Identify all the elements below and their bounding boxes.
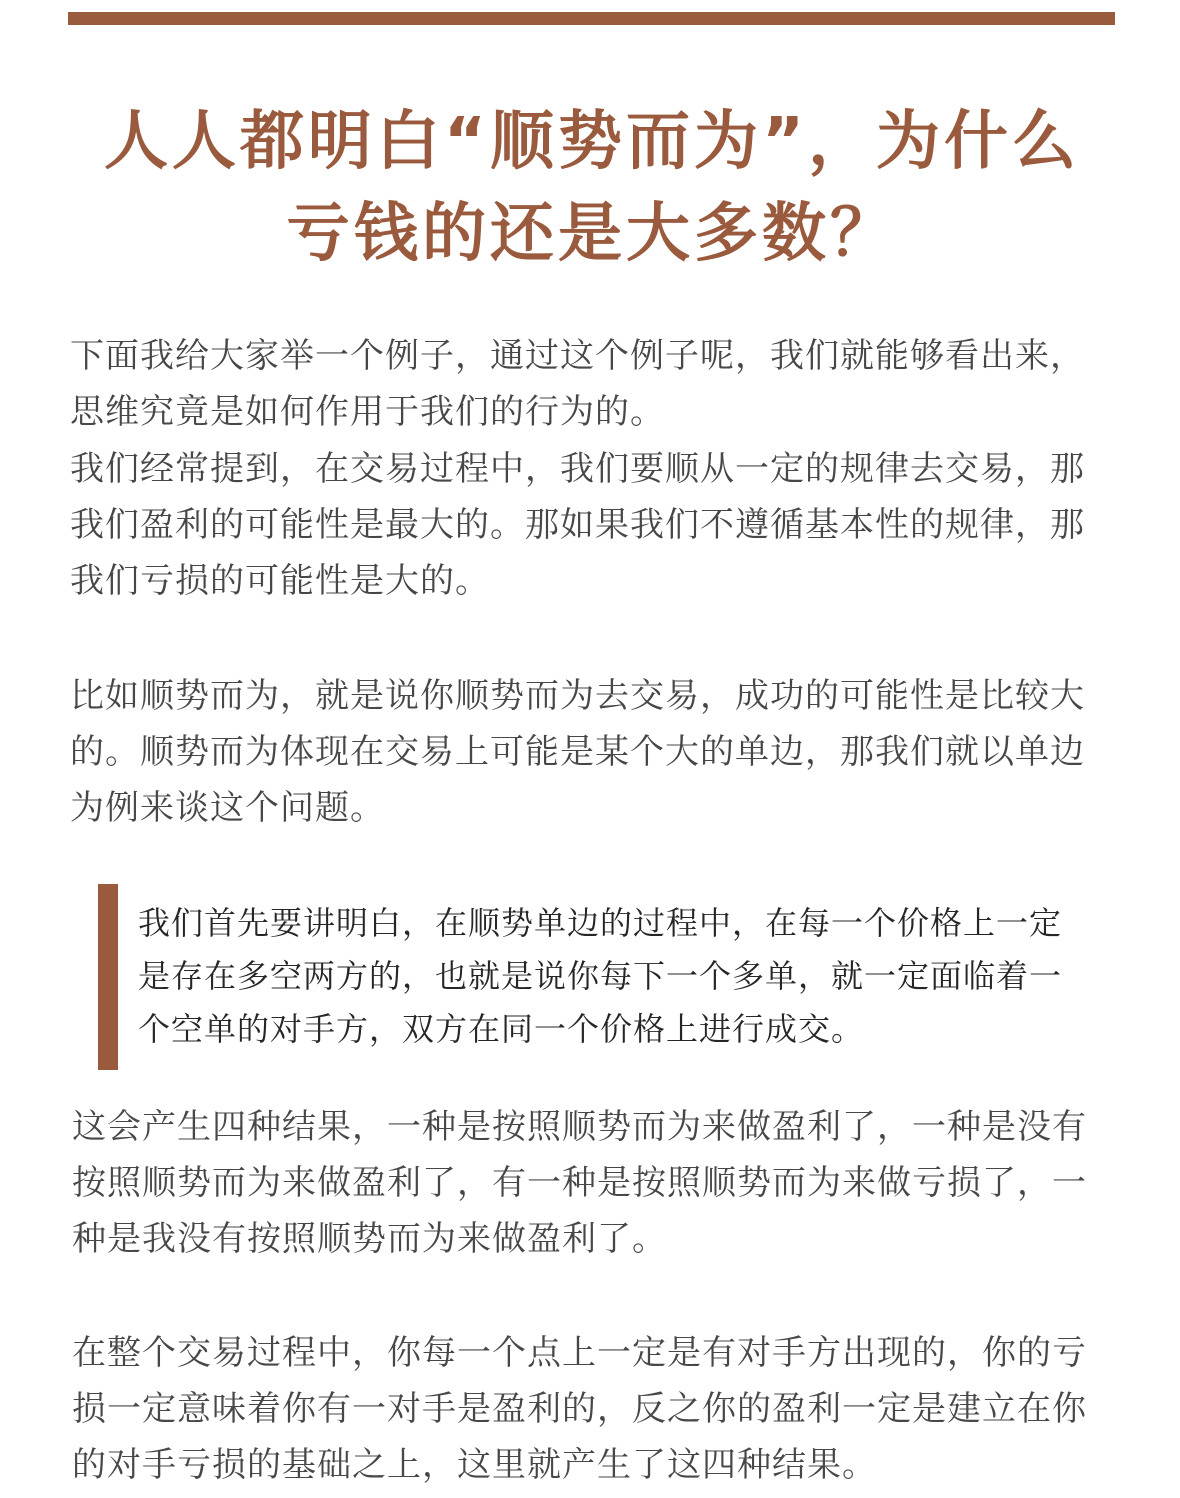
article-title: 人人都明白“顺势而为”，为什么亏钱的还是大多数？: [103, 105, 1081, 271]
paragraph-intro: 下面我给大家举一个例子，通过这个例子呢，我们就能够看出来，思维究竟是如何作用于我们的行为的。: [70, 336, 1085, 432]
top-accent-bar: [68, 12, 1115, 25]
paragraph-four-outcomes: 这会产生四种结果，一种是按照顺势而为来做盈利了，一种是没有按照顺势而为来做盈利了，有一种是按照顺势而为来做亏损了，一种是我没有按照顺势而为来做盈利了。: [72, 1107, 1087, 1259]
quote-accent-bar: [98, 884, 118, 1070]
paragraph-example: 比如顺势而为，就是说你顺势而为去交易，成功的可能性是比较大的。顺势而为体现在交易上可能是某个大的单边，那我们就以单边为例来谈这个问题。: [70, 676, 1085, 828]
paragraph-counterparty: 在整个交易过程中，你每一个点上一定是有对手方出现的，你的亏损一定意味着你有一对手是盈利的，反之你的盈利一定是建立在你的对手亏损的基础之上，这里就产生了这四种结果。: [72, 1333, 1087, 1485]
quote-text: 我们首先要讲明白，在顺势单边的过程中，在每一个价格上一定是存在多空两方的，也就是说你每下一个多单，就一定面临着一个空单的对手方，双方在同一个价格上进行成交。: [138, 904, 1063, 1048]
paragraph-rules: 我们经常提到，在交易过程中，我们要顺从一定的规律去交易，那我们盈利的可能性是最大的。那如果我们不遵循基本性的规律，那我们亏损的可能性是大的。: [70, 449, 1085, 601]
